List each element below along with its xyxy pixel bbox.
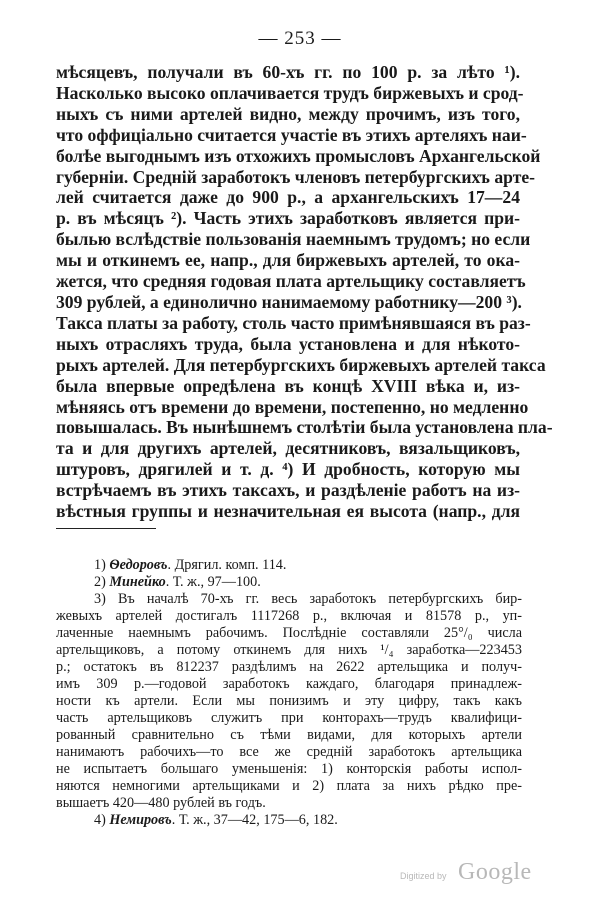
text-line: мы и откинемъ ее, напр., для биржевыхъ артелей, то ока-: [56, 250, 520, 271]
text-line: 309 рублей, а единолично нанимаемому работнику—200 ³).: [56, 291, 522, 312]
text-line: губерніи. Средній заработокъ членовъ петербургскихъ арте-: [56, 166, 535, 187]
text-line: лей считается даже до 900 р., а архангельскихъ 17—24: [56, 187, 520, 208]
text-line: мѣсяцевъ, получали въ 60-хъ гг. по 100 р. за лѣто ¹).: [56, 62, 520, 82]
footnote-line: жевыхъ артелей достигалъ 1117268 р., включая и 81578 р., уп-: [56, 608, 522, 624]
footnote-text: . Дрягил. комп. 114.: [167, 557, 287, 573]
text-line: Насколько высоко оплачивается трудъ биржевыхъ и срод-: [56, 82, 524, 103]
footnote-line: часть артельщиковъ служитъ при конторахъ—трудъ квалифици-: [56, 710, 522, 726]
google-logo: Google: [458, 859, 532, 885]
footnote-line: 3) Въ началѣ 70-хъ гг. весь заработокъ петербургскихъ бир-: [94, 591, 522, 607]
footnote-author: Ѳедоровъ: [109, 557, 168, 573]
footnote-line: имъ 309 р.—годовой заработокъ каждаго, благодаря принадлеж-: [56, 676, 522, 692]
text-line: жется, что средняя годовая плата артельщику составляетъ: [56, 271, 526, 292]
footnote-line: не испытаетъ большаго уменьшенія: 1) конторскія работы испол-: [56, 761, 522, 777]
page-number: — 253 —: [258, 28, 342, 49]
footnote-line: рованный сравнительно съ тѣми видами, для которыхъ артели: [56, 727, 522, 743]
text-line: Такса платы за работу, столь часто примѣнявшаяся въ раз-: [56, 312, 531, 333]
text-line: вѣстныя группы и незначительная ея высота (напр., для: [56, 501, 520, 522]
text-line: болѣе выгоднымъ изъ отхожихъ промысловъ Архангельской: [56, 145, 541, 166]
text-line: штуровъ, дрягилей и т. д. ⁴) И дробность, которую мы: [56, 459, 520, 480]
footnote-line: лаченные наемнымъ рабочимъ. Послѣдніе составляли 25°/₀ числа: [56, 625, 522, 641]
text-line: та и для другихъ артелей, десятниковъ, вязальщиковъ,: [56, 438, 520, 459]
footnote-line: ности къ артели. Если мы понизимъ и эту цифру, такъ какъ: [56, 693, 522, 709]
footnote-1: [72, 557, 522, 574]
footnote-line: няются немногими артельщиками и 2) плата за нихъ рѣдко пре-: [56, 778, 522, 794]
footnotes: [56, 557, 522, 829]
main-text: [56, 62, 553, 522]
text-line: ныхъ съ ними артелей видно, между прочимъ, изъ того,: [56, 103, 520, 124]
footnote-author: Немировъ: [109, 812, 172, 828]
footnote-line: р.; остатокъ въ 812237 раздѣлимъ на 2622 артельщика и получ-: [56, 659, 522, 675]
footnote-number: 1): [94, 557, 106, 573]
footnote-3: [56, 591, 522, 812]
footnote-line: вышаетъ 420—480 рублей въ годъ.: [56, 795, 266, 811]
footnote-4: [72, 812, 522, 829]
text-line: р. въ мѣсяцъ ²). Часть этихъ заработковъ является при-: [56, 208, 520, 229]
text-line: повышалась. Въ нынѣшнемъ столѣтіи была установлена пла-: [56, 417, 553, 438]
footnote-text: . Т. ж., 37—42, 175—6, 182.: [171, 812, 338, 828]
footnote-number: 2): [94, 574, 106, 590]
footnote-2: [72, 574, 522, 591]
text-line: мѣняясь отъ времени до времени, постепенно, но медленно: [56, 396, 529, 417]
footnote-author: Минейко: [109, 574, 166, 590]
text-line: ныхъ отрасляхъ труда, была установлена и для нѣкото-: [56, 333, 520, 354]
text-line: встрѣчаемъ въ этихъ таксахъ, и раздѣленіе работъ на из-: [56, 480, 520, 501]
footnote-number: 4): [94, 812, 106, 828]
watermark-caption: Digitized by: [400, 871, 447, 881]
text-line: была впервые опредѣлена въ концѣ XVIII вѣка и, из-: [56, 375, 520, 396]
footnote-line: нанимаютъ рабочихъ—то все же средній заработокъ артельщика: [56, 744, 522, 760]
text-line: былью вслѣдствіе пользованія наемнымъ трудомъ; но если: [56, 229, 531, 250]
google-watermark: [396, 859, 532, 888]
footnote-line: артельщиковъ, а потому откинемъ для нихъ ¹/₄ заработка—223453: [56, 642, 522, 658]
text-line: рыхъ артелей. Для петербургскихъ биржевыхъ артелей такса: [56, 354, 546, 375]
text-line: что оффиціально считается участіе въ этихъ артеляхъ наи-: [56, 124, 527, 145]
footnote-divider: [56, 528, 156, 529]
footnote-text: . Т. ж., 97—100.: [165, 574, 261, 590]
